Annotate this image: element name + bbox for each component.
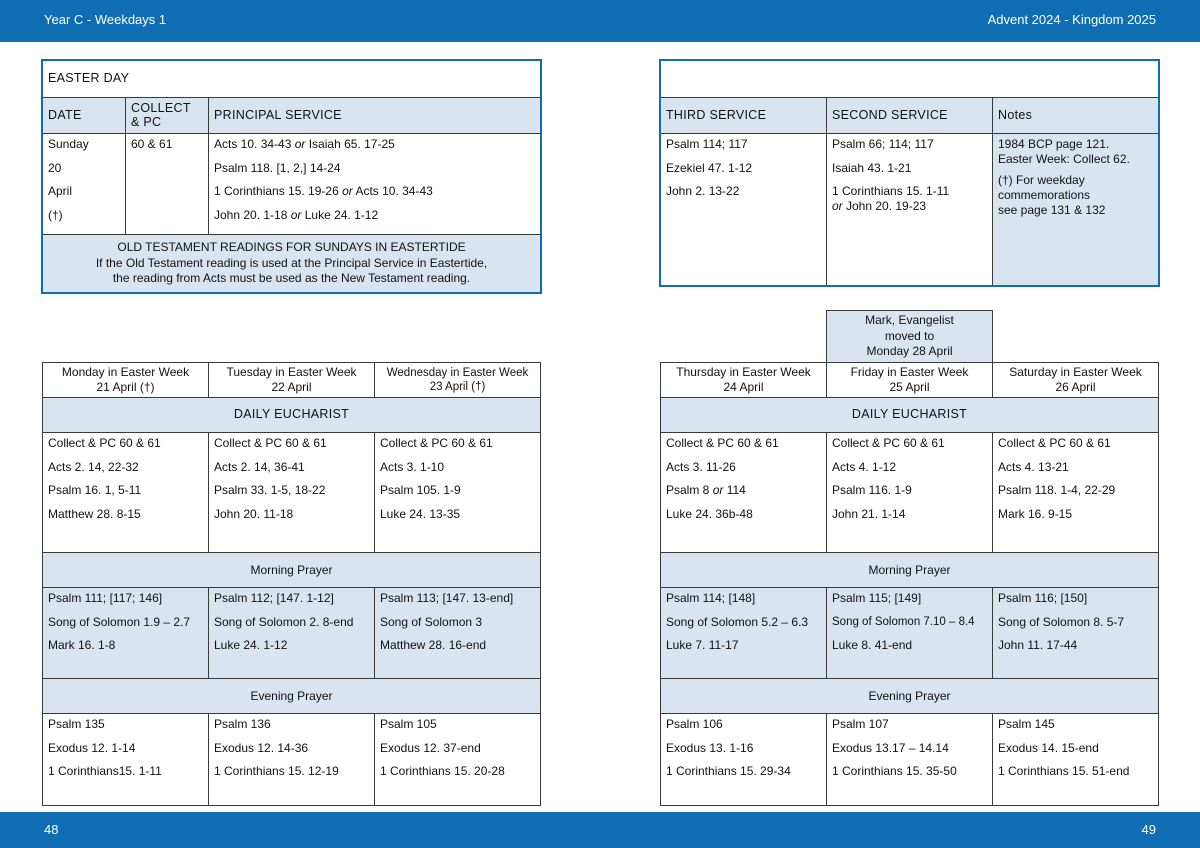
eucharist-readings: Collect & PC 60 & 61 Acts 2. 14, 22-32 Psalm 16. 1, 5-11 Matthew 28. 8-15 xyxy=(43,433,209,553)
evening-readings: Psalm 107 Exodus 13.17 – 14.14 1 Corinthians 15. 35-50 xyxy=(827,714,993,806)
weekday-table-left xyxy=(42,362,541,806)
eucharist-readings: Collect & PC 60 & 61 Acts 4. 1-12 Psalm 116. 1-9 John 21. 1-14 xyxy=(827,433,993,553)
notes-cell: 1984 BCP page 121. Easter Week: Collect 62. (†) For weekday commemorations see page 131 & 132 xyxy=(993,134,1159,286)
day-header: Tuesday in Easter Week 22 April xyxy=(209,363,375,398)
principal-header: PRINCIPAL SERVICE xyxy=(209,98,541,134)
day-header: Wednesday in Easter Week 23 April (†) xyxy=(375,363,541,398)
morning-prayer-header: Morning Prayer xyxy=(43,553,541,588)
mark-evangelist-note: Mark, Evangelist moved to Monday 28 April xyxy=(826,310,993,363)
evening-readings: Psalm 145 Exodus 14. 15-end 1 Corinthians 15. 51-end xyxy=(993,714,1159,806)
daily-eucharist-header: DAILY EUCHARIST xyxy=(661,398,1159,433)
evening-readings: Psalm 105 Exodus 12. 37-end 1 Corinthians 15. 20-28 xyxy=(375,714,541,806)
eucharist-readings: Collect & PC 60 & 61 Acts 4. 13-21 Psalm 118. 1-4, 22-29 Mark 16. 9-15 xyxy=(993,433,1159,553)
day-header: Saturday in Easter Week 26 April xyxy=(993,363,1159,398)
easter-day-title: EASTER DAY xyxy=(43,61,541,98)
morning-readings: Psalm 111; [117; 146] Song of Solomon 1.9 – 2.7 Mark 16. 1-8 xyxy=(43,588,209,679)
morning-readings: Psalm 114; [148] Song of Solomon 5.2 – 6.3 Luke 7. 11-17 xyxy=(661,588,827,679)
eucharist-readings: Collect & PC 60 & 61 Acts 2. 14, 36-41 Psalm 33. 1-5, 18-22 John 20. 11-18 xyxy=(209,433,375,553)
collect-cell: 60 & 61 xyxy=(126,134,209,235)
daily-eucharist-header: DAILY EUCHARIST xyxy=(43,398,541,433)
easter-day-other-services-table xyxy=(660,60,1159,286)
evening-readings: Psalm 136 Exodus 12. 14-36 1 Corinthians 15. 12-19 xyxy=(209,714,375,806)
header-left: Year C - Weekdays 1 xyxy=(44,12,167,27)
notes-header: Notes xyxy=(993,98,1159,134)
evening-prayer-header: Evening Prayer xyxy=(661,679,1159,714)
day-header: Friday in Easter Week 25 April xyxy=(827,363,993,398)
morning-prayer-header: Morning Prayer xyxy=(661,553,1159,588)
day-header: Monday in Easter Week 21 April (†) xyxy=(43,363,209,398)
eucharist-readings: Collect & PC 60 & 61 Acts 3. 1-10 Psalm 105. 1-9 Luke 24. 13-35 xyxy=(375,433,541,553)
evening-readings: Psalm 135 Exodus 12. 1-14 1 Corinthians15. 1-11 xyxy=(43,714,209,806)
evening-readings: Psalm 106 Exodus 13. 1-16 1 Corinthians 15. 29-34 xyxy=(661,714,827,806)
principal-readings: Acts 10. 34-43 or Isaiah 65. 17-25 Psalm 118. [1, 2,] 14-24 1 Corinthians 15. 19-26 or Acts 10. 34-43 John 20. 1-18 or Luke 24. 1-12 xyxy=(209,134,541,235)
second-service-header: SECOND SERVICE xyxy=(827,98,993,134)
eucharist-readings: Collect & PC 60 & 61 Acts 3. 11-26 Psalm 8 or 114 Luke 24. 36b-48 xyxy=(661,433,827,553)
page-number-right: 49 xyxy=(1141,822,1156,837)
third-service-readings: Psalm 114; 117 Ezekiel 47. 1-12 John 2. 13-22 xyxy=(661,134,827,286)
header-band xyxy=(0,0,1200,42)
page-number-left: 48 xyxy=(44,822,59,837)
date-header: DATE xyxy=(43,98,126,134)
morning-readings: Psalm 112; [147. 1-12] Song of Solomon 2. 8-end Luke 24. 1-12 xyxy=(209,588,375,679)
morning-readings: Psalm 116; [150] Song of Solomon 8. 5-7 John 11. 17-44 xyxy=(993,588,1159,679)
footer-band xyxy=(0,812,1200,848)
header-right: Advent 2024 - Kingdom 2025 xyxy=(987,12,1156,27)
evening-prayer-header: Evening Prayer xyxy=(43,679,541,714)
easter-day-principal-table xyxy=(42,60,541,293)
morning-readings: Psalm 113; [147. 13-end] Song of Solomon 3 Matthew 28. 16-end xyxy=(375,588,541,679)
second-service-readings: Psalm 66; 114; 117 Isaiah 43. 1-21 1 Corinthians 15. 1-11 or John 20. 19-23 xyxy=(827,134,993,286)
third-service-header: THIRD SERVICE xyxy=(661,98,827,134)
blank-title-cell xyxy=(661,61,1159,98)
date-cell: Sunday 20 April (†) xyxy=(43,134,126,235)
collect-header: COLLECT & PC xyxy=(126,98,209,134)
weekday-table-right xyxy=(660,362,1159,806)
eastertide-note: OLD TESTAMENT READINGS FOR SUNDAYS IN EASTERTIDE If the Old Testament reading is used at the Principal Service in Eastertide, the reading from Acts must be used as the New Testament reading. xyxy=(43,235,541,293)
morning-readings: Psalm 115; [149] Song of Solomon 7.10 – 8.4 Luke 8. 41-end xyxy=(827,588,993,679)
day-header: Thursday in Easter Week 24 April xyxy=(661,363,827,398)
